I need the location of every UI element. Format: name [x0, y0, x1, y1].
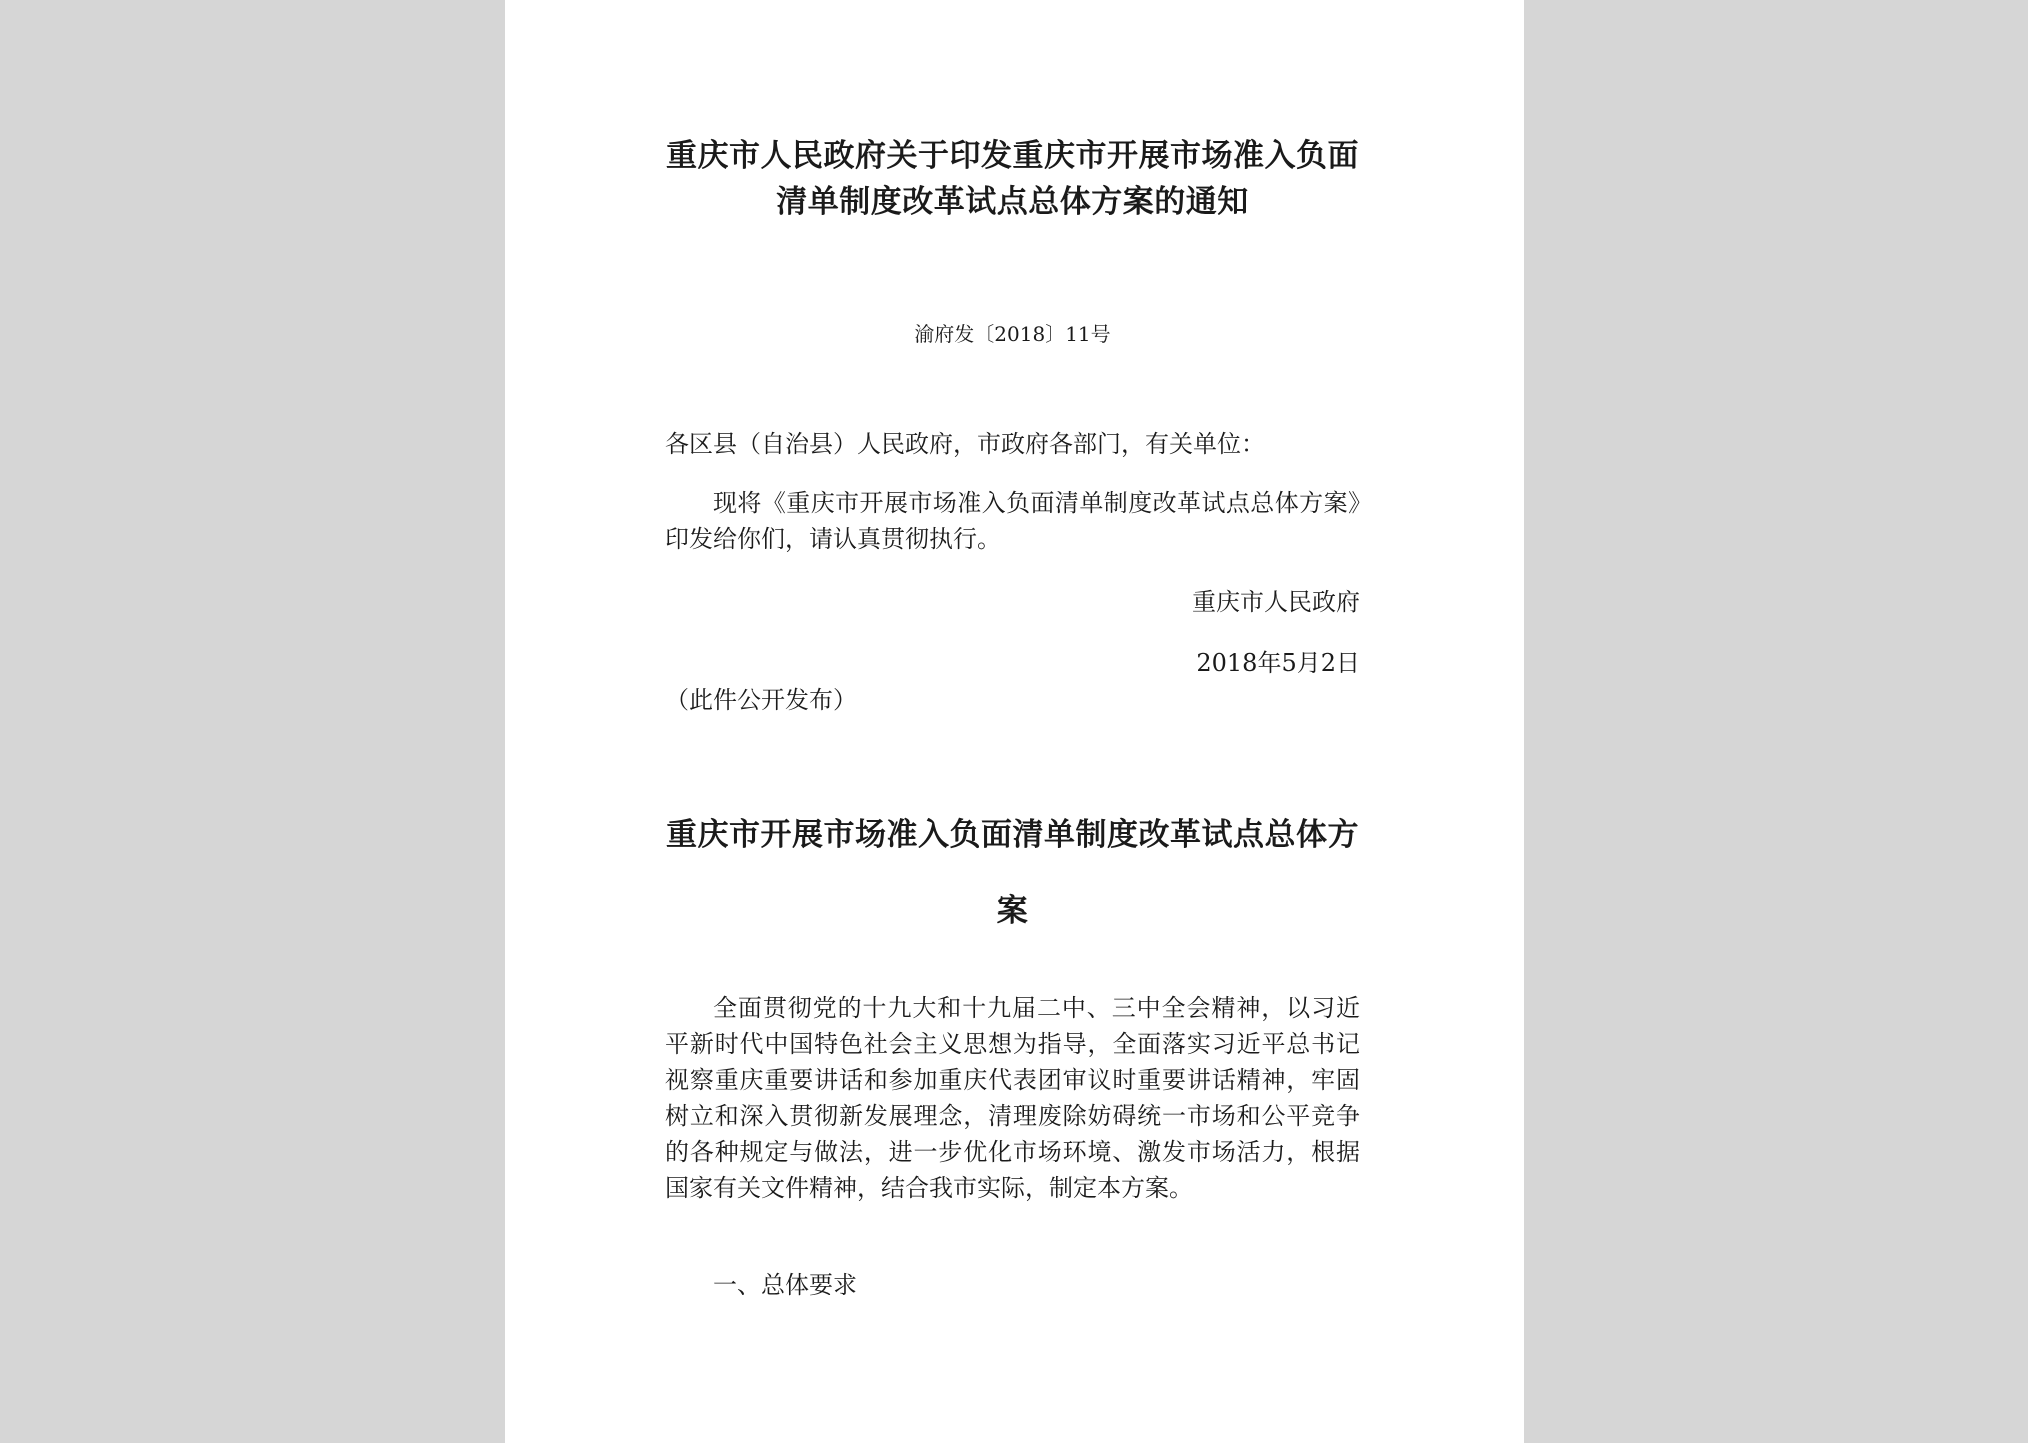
addressee: 各区县（自治县）人民政府，市政府各部门，有关单位：	[665, 430, 1265, 458]
document-number: 渝府发〔2018〕11号	[914, 322, 1111, 346]
signature-date: 2018年5月2日	[1196, 649, 1360, 677]
publication-note: （此件公开发布）	[665, 686, 857, 714]
section-heading-1: 一、总体要求	[713, 1271, 857, 1299]
signature-organization: 重庆市人民政府	[1192, 588, 1360, 616]
notice-body: 现将《重庆市开展市场准入负面清单制度改革试点总体方案》印发给你们，请认真贯彻执行。	[665, 489, 1360, 553]
document-page	[505, 0, 1524, 1443]
notice-title: 重庆市人民政府关于印发重庆市开展市场准入负面清单制度改革试点总体方案的通知	[666, 138, 1359, 220]
plan-title: 重庆市开展市场准入负面清单制度改革试点总体方案	[666, 817, 1359, 929]
plan-intro-paragraph: 全面贯彻党的十九大和十九届二中、三中全会精神，以习近平新时代中国特色社会主义思想为指导，全面落实习近平总书记视察重庆重要讲话和参加重庆代表团审议时重要讲话精神，牢固树立和深入贯彻新发展理念，清理废除妨碍统一市场和公平竞争的各种规定与做法，进一步优化市场环境、激发市场活力，根据国家有关文件精神，结合我市实际，制定本方案。	[665, 994, 1360, 1202]
